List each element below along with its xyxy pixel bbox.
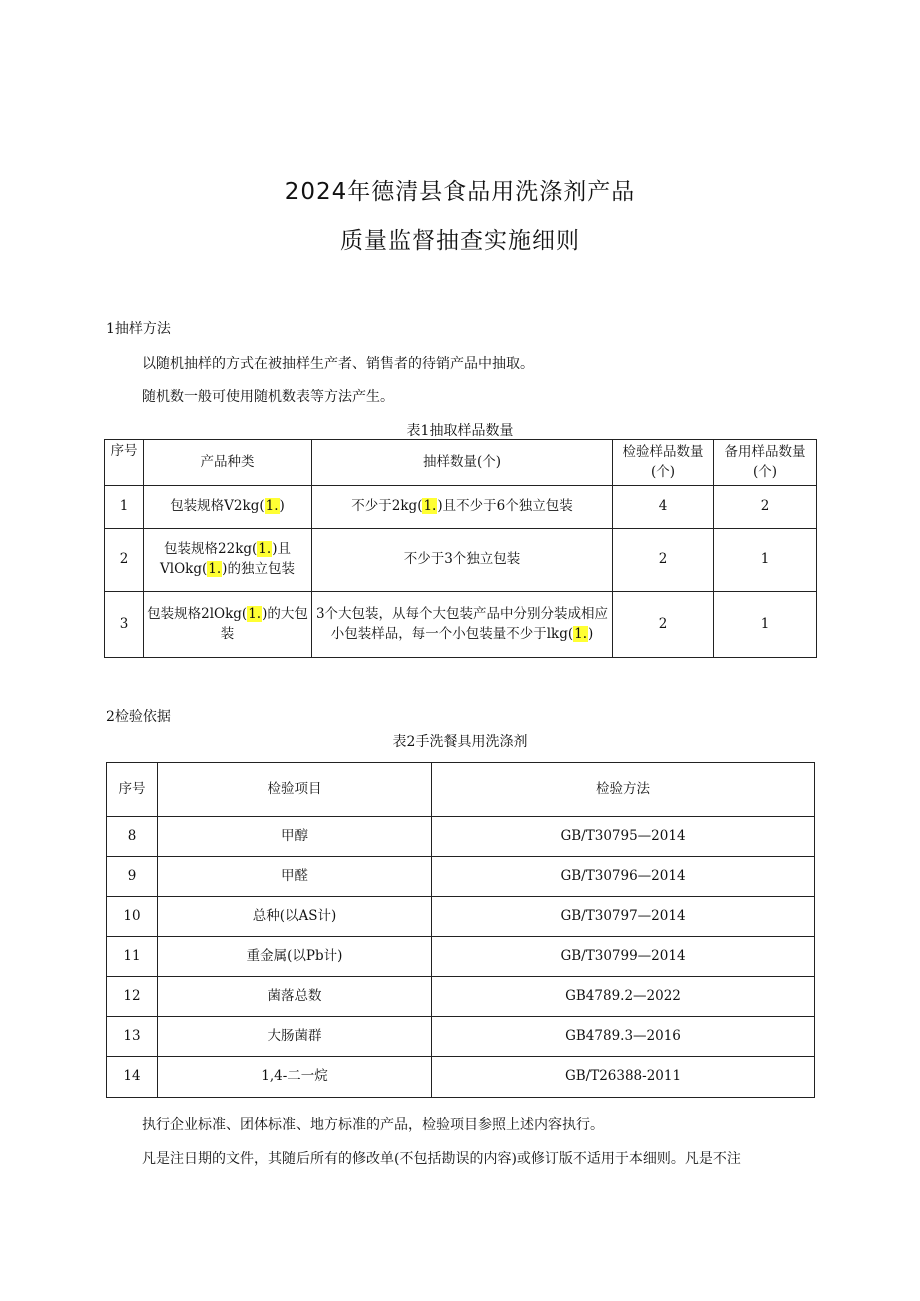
table2-cell-method: GB4789.3—2016 [432, 1017, 815, 1057]
table2-cell-method: GB/T26388-2011 [432, 1057, 815, 1098]
document-title-line2: 质量监督抽查实施细则 [340, 228, 580, 254]
table2-cell-method: GB/T30799—2014 [432, 937, 815, 977]
footer-para2: 凡是注日期的文件，其随后所有的修改单(不包括勘误的内容)或修订版不适用于本细则。凡是不注 [142, 1151, 741, 1167]
table2-cell-method: GB/T30795—2014 [432, 817, 815, 857]
table2-header-cell: 检验方法 [432, 763, 815, 817]
table1-cell-qty: 3个大包装，从每个大包装产品中分别分装成相应小包装样品，每一个小包装量不少于lkg(1.) [312, 592, 613, 658]
table2-header-cell: 序号 [107, 763, 158, 817]
table1-cell-no: 3 [105, 592, 144, 658]
table2-cell-item: 大肠菌群 [158, 1017, 432, 1057]
table1-cell-qty: 不少于2kg(1.)且不少于6个独立包装 [312, 486, 613, 529]
table2-cell-item: 菌落总数 [158, 977, 432, 1017]
table2-cell-no: 14 [107, 1057, 158, 1098]
table1-cell-type: 包装规格22kg(1.)且VlOkg(1.)的独立包装 [144, 529, 312, 592]
table1-cell-type: 包装规格2lOkg(1.)的大包装 [144, 592, 312, 658]
table-row [107, 937, 815, 977]
table2-cell-no: 10 [107, 897, 158, 937]
sample-quantity-table [104, 439, 817, 658]
section1-para2: 随机数一般可使用随机数表等方法产生。 [142, 389, 394, 405]
table2-cell-item: 1,4-二一烷 [158, 1057, 432, 1098]
table1-header-cell: 检验样品数量(个) [613, 440, 714, 486]
table2-cell-no: 9 [107, 857, 158, 897]
table-row [105, 592, 817, 658]
table-row [107, 817, 815, 857]
table-row [107, 857, 815, 897]
section2-heading: 2检验依据 [106, 709, 171, 725]
table2-caption: 表2手洗餐具用洗涤剂 [392, 734, 528, 750]
table2-cell-method: GB4789.2—2022 [432, 977, 815, 1017]
table2-cell-no: 13 [107, 1017, 158, 1057]
table-row [107, 1017, 815, 1057]
table-row [107, 1057, 815, 1098]
table2-cell-method: GB/T30797—2014 [432, 897, 815, 937]
table1-caption: 表1抽取样品数量 [406, 423, 514, 439]
table-row [107, 897, 815, 937]
table1-header-cell: 抽样数量(个) [312, 440, 613, 486]
table2-cell-item: 甲醇 [158, 817, 432, 857]
table-row [107, 977, 815, 1017]
section1-heading: 1抽样方法 [106, 321, 171, 337]
table2-cell-item: 总种(以AS计) [158, 897, 432, 937]
footer-para1: 执行企业标准、团体标准、地方标准的产品，检验项目参照上述内容执行。 [142, 1117, 604, 1133]
table1-cell-qty: 不少于3个独立包装 [312, 529, 613, 592]
table-row [105, 529, 817, 592]
table1-cell-test: 2 [613, 592, 714, 658]
table1-cell-type: 包装规格V2kg(1.) [144, 486, 312, 529]
table1-header-cell: 序号 [105, 440, 144, 486]
table2-cell-method: GB/T30796—2014 [432, 857, 815, 897]
table1-cell-test: 4 [613, 486, 714, 529]
table1-cell-no: 2 [105, 529, 144, 592]
table1-cell-spare: 1 [714, 529, 817, 592]
table1-cell-spare: 2 [714, 486, 817, 529]
document-title-line1: 2024年德清县食品用洗涤剂产品 [284, 179, 636, 205]
table1-header-cell: 产品种类 [144, 440, 312, 486]
table1-cell-no: 1 [105, 486, 144, 529]
inspection-items-table [106, 762, 815, 1098]
table1-header-row [105, 440, 817, 486]
table2-cell-item: 重金属(以Pb计) [158, 937, 432, 977]
table2-cell-item: 甲醛 [158, 857, 432, 897]
table1-header-cell: 备用样品数量(个) [714, 440, 817, 486]
table1-cell-spare: 1 [714, 592, 817, 658]
table2-cell-no: 11 [107, 937, 158, 977]
table2-cell-no: 8 [107, 817, 158, 857]
table2-header-cell: 检验项目 [158, 763, 432, 817]
section1-para1: 以随机抽样的方式在被抽样生产者、销售者的待销产品中抽取。 [142, 356, 534, 372]
table2-cell-no: 12 [107, 977, 158, 1017]
table-row [105, 486, 817, 529]
table1-cell-test: 2 [613, 529, 714, 592]
table2-header-row [107, 763, 815, 817]
